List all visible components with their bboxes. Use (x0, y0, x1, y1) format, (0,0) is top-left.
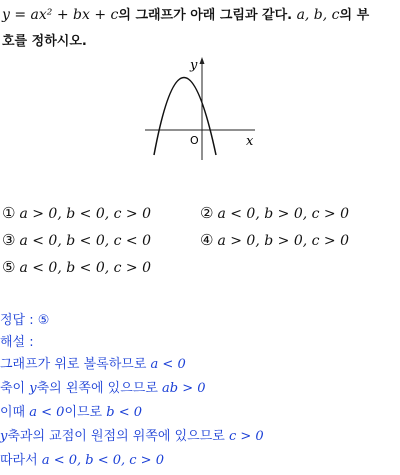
question-equation: y = ax² + bx + c (2, 7, 119, 23)
question-text-2: 호를 정하시오. (2, 34, 87, 49)
parabola-curve (154, 78, 216, 156)
answer-line: 정답 : ⑤ (0, 313, 50, 328)
choice-3-number: ③ (2, 231, 16, 249)
choice-3[interactable] (2, 230, 151, 251)
solution-line-5-text: 따라서 (0, 453, 42, 468)
x-axis-label: x (246, 134, 254, 149)
choice-2-number: ② (200, 204, 214, 222)
question-variables: a, b, c (296, 7, 340, 23)
choice-5[interactable] (2, 257, 151, 278)
choice-5-number: ⑤ (2, 258, 16, 276)
solution-line-3-math: b < 0 (106, 405, 142, 420)
choice-1-number: ① (2, 204, 16, 222)
explanation-label: 해설 : (0, 335, 34, 350)
y-axis-label: y (190, 58, 198, 73)
choice-2[interactable] (200, 203, 349, 224)
solution-line-3-mid: 이므로 (64, 405, 107, 420)
choice-2-expr: a < 0, b > 0, c > 0 (217, 206, 350, 222)
origin-label: O (190, 134, 199, 147)
choice-1[interactable] (2, 203, 151, 224)
solution-line-3-text: 이때 (0, 405, 30, 420)
question-text: 의 그래프가 아래 그림과 같다. (118, 8, 293, 23)
solution-line-2 (0, 379, 206, 399)
solution-line-3-mid-math: a < 0 (29, 405, 65, 420)
choice-5-expr: a < 0, b < 0, c > 0 (19, 260, 152, 276)
solution-line-1-math: a < 0 (150, 357, 186, 372)
question-line-1 (2, 4, 369, 27)
solution-line-1-text: 그래프가 위로 볼록하므로 (0, 357, 151, 372)
solution-line-2-math: ab > 0 (162, 381, 206, 396)
solution-line-2-pre-math: y (29, 381, 37, 396)
solution-line-4-pre-math: y (0, 429, 8, 444)
solution-line-5 (0, 451, 164, 471)
choice-3-expr: a < 0, b < 0, c < 0 (19, 233, 152, 249)
question-line-2 (2, 30, 87, 53)
choice-4-number: ④ (200, 231, 214, 249)
question-tail: 의 부 (339, 8, 370, 23)
solution-line-5-math: a < 0, b < 0, c > 0 (41, 453, 164, 468)
solution-line-2-pre: 축이 (0, 381, 30, 396)
solution-line-4-math: c > 0 (228, 429, 264, 444)
solution-line-3 (0, 403, 142, 423)
choice-4[interactable] (200, 230, 349, 251)
solution-line-2-text: 축의 왼쪽에 있으므로 (36, 381, 163, 396)
y-axis-arrow (200, 57, 205, 64)
choice-4-expr: a > 0, b > 0, c > 0 (217, 233, 350, 249)
choice-1-expr: a > 0, b < 0, c > 0 (19, 206, 152, 222)
solution-line-4 (0, 427, 264, 447)
solution-line-4-text: 축과의 교점이 원점의 위쪽에 있으므로 (7, 429, 229, 444)
parabola-graph (140, 55, 270, 165)
solution-line-1 (0, 355, 186, 375)
